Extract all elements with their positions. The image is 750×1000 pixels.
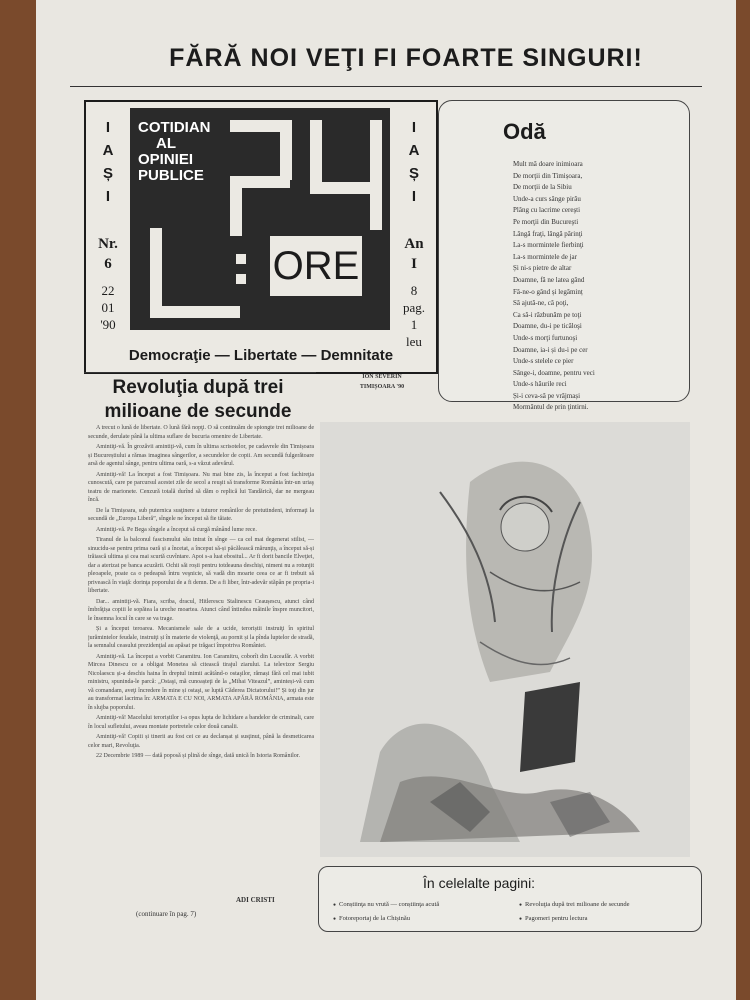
issue-date-day: 22 (101, 283, 115, 298)
poem-line: Și ni-s pietre de altar (513, 264, 572, 273)
year-number: I (411, 256, 417, 272)
masthead-motto: Democraţie — Libertate — Demnitate (128, 347, 394, 364)
poem-line: Doamne, ia-i și du-i pe cer (513, 345, 588, 354)
poem-box (438, 100, 690, 412)
poem-line: De morţii de la Sibiu (513, 183, 572, 192)
left-city-letter: Ș (102, 165, 113, 182)
poem-line: Unde-s stelele ce pier (513, 357, 574, 366)
poem-title: Odă (503, 119, 546, 144)
poem-line: Plâng cu lacrime cereşti (513, 206, 581, 215)
poem-line: Sânge-i, doamne, pentru veci (513, 368, 595, 377)
right-city-letter: I (411, 119, 417, 136)
poem-line: Mult mă doare inimioara (513, 160, 583, 168)
right-city-letter: Ș (408, 165, 419, 182)
page-count-label: pag. (402, 300, 426, 315)
poem-line: Mormântul de prin ţintirni. (513, 403, 589, 412)
poem-line: Doamne, du-i pe ticăloşi (513, 322, 582, 331)
article-paragraph: Amintiţi-vă! La început a fost Timișoara. Nu mai bine zis, la început a fost fachireţia cunoscută, care pe parcursul acestei zile de secol a reuşit să transforme România într-un uriaş teatru de marionete. Cenzură totală durînd să dăm o replică lui Tandărică, dar ne mergeau încă. (88, 471, 314, 503)
issue-date-year: '90 (100, 317, 116, 332)
year-label: An (404, 236, 424, 252)
other-pages-item: ● Conștiinţa nu vrută — conștiinţa acută (333, 901, 439, 908)
masthead (84, 100, 438, 374)
left-city-letter: I (105, 119, 111, 136)
cotidian-line: COTIDIAN (138, 119, 211, 136)
poem-line: De morţii din Timișoara, (513, 171, 583, 180)
other-pages-item: ● Pagomeri pentru lectura (519, 915, 587, 922)
masthead-logo-block (130, 108, 390, 330)
left-city-letter: I (105, 188, 111, 205)
poem-line: Unde-s morţi furtunoşi (513, 333, 578, 342)
angel-illustration (320, 422, 690, 857)
article-top-rule (84, 372, 316, 373)
left-city-letter: A (102, 142, 114, 159)
poem-author: ION SEVERIN (362, 374, 402, 380)
right-city-letter: A (408, 142, 420, 159)
cotidian-line: PUBLICE (138, 167, 204, 184)
article-paragraph: Amintiţi-vă. La început a vorbit Caramitru. Ion Caramitru, coborît din Luceafăr. A vorbit Mircea Dinescu ce a obligat Monetea să citească tirajul ziarului. La televizor Sergiu Nicolaescu și-a deschis haina în dreptul inimii acătând-o ostaşilor, rămași fără cel mai iubit ministru, spuninda-le parcă: „Ostaşi, mă cunoașteţi de la „Mihai Viteazul”, aminteși-vă cum vă comandam, aveţi încredere în mine și ostaşi, se luptă Căderea Dictatorului!” Și toţi din jur au transformat lacrima în: ARMATA E CU NOI, ARMATA APĂRĂ ROMÂNIA, armata este în slujba poporului. (88, 653, 314, 711)
poem-lines (513, 159, 595, 414)
article-body (88, 424, 314, 914)
article-paragraph: Amintiţi-vă. Pe Bega sîngele a început să curgă mânând lume rece. (96, 526, 257, 533)
other-pages-box (318, 866, 702, 932)
other-pages-title: În celelalte pagini: (423, 875, 536, 891)
article-paragraph: Amintiţi-vă. În grozăvii amintiţi-vă, cum în ultima scrisotelor, pe cadavrele din Timișoara și Bucureștiului a rămas imaginea sângerilor, a secundelor de copii. Am secundă fulgerătoare arsă de agentul sânge, pentru ultima oară, s-a văzut adevărul. (88, 444, 314, 467)
poem-line: Unde-a curs sânge pirău (513, 194, 581, 203)
clock-colon (228, 248, 254, 288)
angel-drawing (320, 422, 690, 857)
right-city-letter: I (411, 188, 417, 205)
poem-line: La-s mormintele fierbinţi (513, 241, 584, 250)
poem-line: Să ajută-ne, că poţi, (513, 299, 569, 308)
masthead-left-column (90, 116, 126, 333)
cotidian-line: OPINIEI (138, 151, 194, 168)
headline-rule (70, 86, 702, 87)
article-paragraph: A trecut o lună de libertate. O lună fără nopţi. O să continuăm de spiongte trei milioane de secunde, derulate până la ultima suflare de bucuria omenire de Libertate. (88, 425, 314, 440)
newspaper-page (36, 0, 736, 1000)
article-paragraph: Amintiţi-vă! Macelului teroriștilor i-a opus lupta de lichidare a bandelor de criminali, care în locul sufletului, aveau montate portretele celor două canalii. (88, 715, 314, 730)
big-24-logo (130, 108, 390, 330)
article-author: ADI CRISTI (236, 896, 275, 904)
page-count: 8 (410, 283, 418, 298)
poem-line: Unde-s hăurile reci (513, 380, 567, 389)
poem-credit (332, 372, 432, 392)
issue-date-month: 01 (101, 300, 115, 315)
poem-line: Fă-ne-o gând și legăminț (513, 287, 583, 296)
cotidian-line: AL (156, 135, 176, 152)
poem-line: Lângă fraţi, lângă părinţi (513, 229, 583, 238)
article-title: Revoluţia după trei milioane de secunde (104, 377, 292, 422)
issue-label: Nr. (98, 236, 118, 252)
poem-line: Și-i ceva-să pe vrăjmași (513, 391, 581, 400)
poem-line: La-s mormintele de jar (513, 252, 577, 261)
price-value: 1 (410, 317, 418, 332)
article-paragraph: Amintiţi-vă! Copiii și tinerii au fost cei ce au declanșat și susţinut, până la desmeticarea celor mari, Revoluţia. (88, 734, 314, 749)
price-currency: leu (406, 334, 422, 349)
masthead-right-column (396, 116, 432, 350)
article-paragraph: 22 Decembrie 1989 — dată poposă și plină de sînge, dată unică în Istoria Românilor. (96, 753, 300, 759)
article-paragraph: Dar... amintiţi-vă. Fiara, scriba, dracul, Hitlerescu Stalinescu Ceaușescu, atunci când îmbrăţișa copiii le sopătea la ureche moartea. Atunci când întindea mâinile înspre muncitori, le însemna locul în care se va trage. (88, 598, 314, 622)
article-continuation: (continuare în pag. 7) (136, 910, 197, 918)
ore-label: ORE (270, 236, 362, 296)
article-paragraph: Tiranul de la balconul fascismului său intrat în sînge — ca cel mai degenerat stilist, — sinucidu-se pentru prima oară și a încetat, a început să-și păcălească mărunţiș, a început să-și trăiască ultima și cea mai scurtă cuvîntare. Apoi s-a luat ebositul... Ar fi dorit bancile Elveţiei, dar a aterizat pe banca acuzării. Ochii săi roșii pentru totdeauna deschiși, nimeni nu a rotunjit pleoapele, poate ca o pedeapsă întru veşnicie, să vadă din moarte ceea ce ar fi trebuit să privească în viaţă: dorinţa poporului de a fi demn. De a fi liber, într-adevăr stăpân pe propria-i libertate. (88, 537, 314, 594)
poem-place: TIMIȘOARA '90 (359, 384, 405, 390)
other-pages-item: ● Fotoreportaj de la Chișinău (333, 915, 410, 922)
poem-line: Ca să-i răzbunăm pe toţi (513, 310, 582, 319)
article-paragraph: Și a început teroarea. Mecanismele sale de a ucide, teroriștii instruiţi în spiritul jurămintelor feudale, instruiţi și în materie de violenţă, au pornit și la pînda luptelor de stradă, la semnalul ceasului prezidenţial au apăsat pe trăgaci împotriva României. (88, 626, 314, 649)
article-paragraph: De la Timișoara, sub puternica susţinere a tuturor românilor de pretutindeni, informaţi la secundă de „Europa Liberă”, sîngele ne început să fie tăiate. (88, 507, 314, 522)
front-headline: FĂRĂ NOI VEŢI FI FOARTE SINGURI! (169, 44, 643, 72)
poem-line: Pe morţii din Bucureşti (513, 217, 579, 226)
poem-line: Doamne, fă ne latea gând (513, 275, 585, 284)
issue-number: 6 (104, 256, 112, 272)
other-pages-item: ● Revoluţia după trei milioane de secunde (519, 901, 630, 908)
